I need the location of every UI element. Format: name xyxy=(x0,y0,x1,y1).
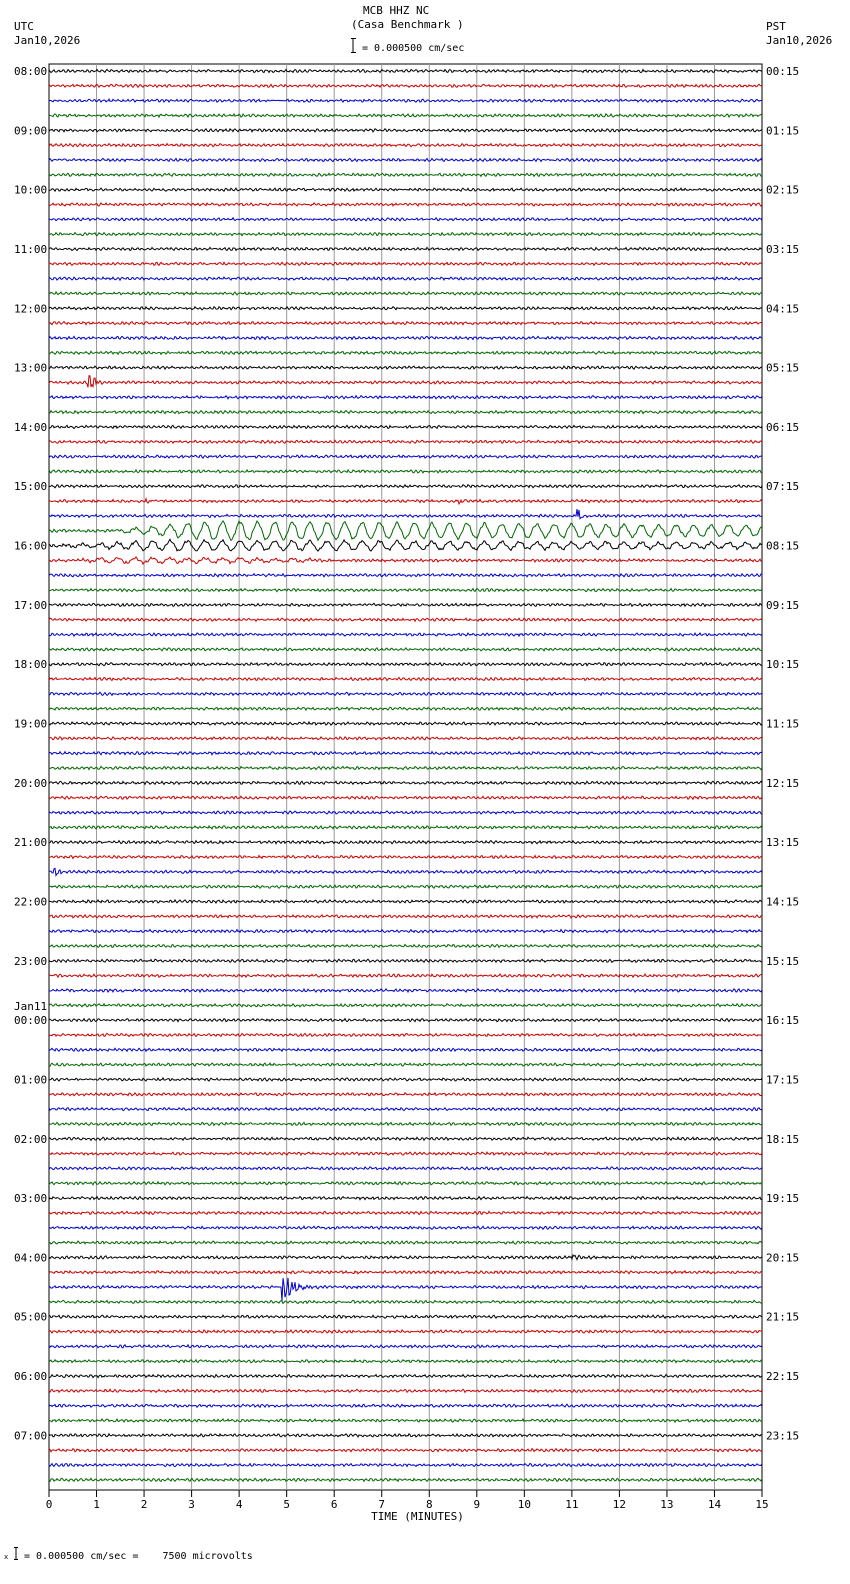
trace-78 xyxy=(49,1226,762,1229)
trace-42 xyxy=(49,692,762,695)
trace-95 xyxy=(49,1478,762,1481)
trace-69 xyxy=(49,1093,762,1096)
trace-44 xyxy=(49,722,762,725)
trace-35 xyxy=(49,589,762,592)
trace-46 xyxy=(49,752,762,755)
trace-49 xyxy=(49,796,762,799)
utc-hour-label: 10:00 xyxy=(14,183,48,197)
pst-hour-label: 14:15 xyxy=(766,895,800,909)
trace-15 xyxy=(49,292,762,295)
trace-64 xyxy=(49,1019,762,1022)
utc-hour-label: 12:00 xyxy=(14,302,48,316)
trace-62 xyxy=(49,989,762,992)
pst-hour-label: 13:15 xyxy=(766,836,800,850)
utc-hour-label: 23:00 xyxy=(14,954,48,968)
trace-83 xyxy=(49,1300,762,1303)
pst-hour-label: 11:15 xyxy=(766,717,800,731)
trace-88 xyxy=(49,1374,762,1377)
trace-72 xyxy=(49,1137,762,1140)
utc-hour-label: 19:00 xyxy=(14,717,48,731)
utc-hour-label: 04:00 xyxy=(14,1251,48,1265)
trace-91 xyxy=(49,1419,762,1422)
trace-2 xyxy=(49,99,762,102)
trace-74 xyxy=(49,1167,762,1170)
trace-9 xyxy=(49,203,762,206)
pst-hour-label: 04:15 xyxy=(766,302,800,316)
x-tick-label: 3 xyxy=(188,1498,195,1511)
trace-0 xyxy=(49,69,762,72)
trace-87 xyxy=(49,1360,762,1363)
utc-hour-label: 14:00 xyxy=(14,420,48,434)
x-tick-label: 1 xyxy=(93,1498,100,1511)
trace-58 xyxy=(49,930,762,933)
pst-hour-label: 08:15 xyxy=(766,539,800,553)
utc-hour-label: 05:00 xyxy=(14,1310,48,1324)
x-tick-label: 6 xyxy=(330,1498,338,1511)
trace-19 xyxy=(49,351,762,354)
x-tick-label: 14 xyxy=(707,1498,722,1511)
utc-hour-label: 20:00 xyxy=(14,776,48,790)
trace-31 xyxy=(49,521,762,541)
pst-hour-label: 02:15 xyxy=(766,183,800,197)
trace-3 xyxy=(49,114,762,117)
utc-hour-label: 09:00 xyxy=(14,124,48,138)
trace-53 xyxy=(49,855,762,858)
x-tick-label: 7 xyxy=(378,1498,386,1511)
trace-39 xyxy=(49,648,762,651)
utc-hour-label: 03:00 xyxy=(14,1192,48,1206)
utc-hour-label: 22:00 xyxy=(14,895,48,909)
trace-92 xyxy=(49,1434,762,1437)
utc-hour-label: 08:00 xyxy=(14,65,48,78)
trace-75 xyxy=(49,1182,762,1185)
x-tick-label: 4 xyxy=(235,1498,243,1511)
trace-47 xyxy=(49,766,762,769)
trace-17 xyxy=(49,322,762,325)
trace-34 xyxy=(49,574,762,577)
station-title: MCB HHZ NC xyxy=(363,4,430,17)
trace-25 xyxy=(49,440,762,443)
trace-22 xyxy=(49,396,762,399)
trace-71 xyxy=(49,1122,762,1125)
trace-89 xyxy=(49,1389,762,1392)
trace-32 xyxy=(49,539,762,551)
x-tick-label: 2 xyxy=(140,1498,148,1511)
utc-hour-label: 13:00 xyxy=(14,361,48,375)
trace-79 xyxy=(49,1241,762,1244)
trace-81 xyxy=(49,1271,762,1274)
trace-86 xyxy=(49,1345,762,1348)
trace-23 xyxy=(49,411,762,414)
pst-hour-label: 10:15 xyxy=(766,658,800,672)
pst-hour-label: 15:15 xyxy=(766,954,800,968)
trace-60 xyxy=(49,959,762,962)
pst-hour-label: 20:15 xyxy=(766,1251,800,1265)
x-tick-label: 0 xyxy=(45,1498,53,1511)
pst-hour-label: 09:15 xyxy=(766,598,800,612)
pst-hour-label: 07:15 xyxy=(766,480,800,494)
trace-73 xyxy=(49,1152,762,1155)
trace-27 xyxy=(49,470,762,473)
x-tick-label: 10 xyxy=(517,1498,531,1511)
pst-hour-label: 19:15 xyxy=(766,1192,800,1206)
trace-20 xyxy=(49,366,762,369)
trace-12 xyxy=(49,247,762,250)
x-tick-label: 13 xyxy=(660,1498,674,1511)
pst-hour-label: 23:15 xyxy=(766,1429,800,1443)
trace-18 xyxy=(49,336,762,339)
trace-10 xyxy=(49,218,762,221)
utc-hour-label: 16:00 xyxy=(14,539,48,553)
trace-4 xyxy=(49,129,762,132)
trace-67 xyxy=(49,1063,762,1066)
trace-52 xyxy=(49,841,762,844)
site-name: (Casa Benchmark ) xyxy=(351,18,464,31)
trace-90 xyxy=(49,1404,762,1407)
trace-84 xyxy=(49,1315,762,1318)
pst-date: Jan10,2026 xyxy=(766,34,833,47)
trace-37 xyxy=(49,618,762,621)
utc-hour-label: 21:00 xyxy=(14,836,48,850)
trace-5 xyxy=(49,144,762,147)
utc-date: Jan10,2026 xyxy=(14,34,81,47)
x-tick-label: 15 xyxy=(755,1498,769,1511)
pst-hour-label: 01:15 xyxy=(766,124,800,138)
trace-93 xyxy=(49,1449,762,1452)
trace-80 xyxy=(49,1255,762,1260)
trace-51 xyxy=(49,826,762,829)
trace-24 xyxy=(49,425,762,428)
utc-hour-label: 18:00 xyxy=(14,658,48,672)
trace-85 xyxy=(49,1330,762,1333)
trace-68 xyxy=(49,1078,762,1081)
pst-hour-label: 03:15 xyxy=(766,242,800,256)
trace-43 xyxy=(49,707,762,710)
pst-hour-label: 00:15 xyxy=(766,65,800,78)
trace-54 xyxy=(49,868,762,875)
trace-61 xyxy=(49,974,762,977)
trace-8 xyxy=(49,188,762,191)
trace-57 xyxy=(49,915,762,918)
pst-hour-label: 22:15 xyxy=(766,1370,800,1384)
utc-hour-label: 06:00 xyxy=(14,1370,48,1384)
trace-28 xyxy=(49,485,762,488)
trace-40 xyxy=(49,663,762,666)
trace-94 xyxy=(49,1463,762,1466)
trace-26 xyxy=(49,455,762,458)
pst-hour-label: 05:15 xyxy=(766,361,800,375)
trace-21 xyxy=(49,376,762,388)
trace-65 xyxy=(49,1033,762,1036)
trace-55 xyxy=(49,885,762,888)
scale-label: = 0.000500 cm/sec xyxy=(362,43,465,54)
trace-77 xyxy=(49,1211,762,1214)
trace-1 xyxy=(49,84,762,87)
trace-50 xyxy=(49,811,762,814)
x-tick-label: 9 xyxy=(473,1498,481,1511)
utc-hour-label: 17:00 xyxy=(14,598,48,612)
svg-text:x: x xyxy=(4,1553,9,1561)
pst-hour-label: 12:15 xyxy=(766,776,800,790)
trace-36 xyxy=(49,603,762,606)
trace-70 xyxy=(49,1108,762,1111)
trace-48 xyxy=(49,781,762,784)
trace-76 xyxy=(49,1197,762,1200)
utc-hour-label: 11:00 xyxy=(14,242,48,256)
trace-11 xyxy=(49,233,762,236)
utc-hour-label: 02:00 xyxy=(14,1132,48,1146)
trace-14 xyxy=(49,277,762,280)
trace-30 xyxy=(49,509,762,519)
trace-66 xyxy=(49,1048,762,1051)
x-tick-label: 12 xyxy=(612,1498,627,1511)
pst-label: PST xyxy=(766,20,786,33)
pst-hour-label: 17:15 xyxy=(766,1073,800,1087)
trace-63 xyxy=(49,1004,762,1007)
x-tick-label: 11 xyxy=(565,1498,579,1511)
footer-scale-icon xyxy=(4,1546,20,1562)
trace-6 xyxy=(49,158,762,161)
x-tick-label: 5 xyxy=(283,1498,290,1511)
x-tick-label: 8 xyxy=(425,1498,433,1511)
trace-13 xyxy=(49,262,762,265)
date-change-label: Jan11 xyxy=(14,1000,48,1014)
x-axis-label: TIME (MINUTES) xyxy=(371,1510,464,1523)
utc-label: UTC xyxy=(14,20,34,33)
pst-hour-label: 16:15 xyxy=(766,1014,800,1028)
trace-38 xyxy=(49,633,762,636)
trace-45 xyxy=(49,737,762,740)
trace-16 xyxy=(49,307,762,310)
trace-82 xyxy=(49,1278,762,1301)
pst-hour-label: 06:15 xyxy=(766,420,800,434)
trace-41 xyxy=(49,677,762,680)
pst-hour-label: 18:15 xyxy=(766,1132,800,1146)
pst-hour-label: 21:15 xyxy=(766,1310,800,1324)
trace-59 xyxy=(49,944,762,947)
trace-33 xyxy=(49,557,762,564)
utc-hour-label: 00:00 xyxy=(14,1014,48,1028)
trace-29 xyxy=(49,499,762,504)
utc-hour-label: 07:00 xyxy=(14,1429,48,1443)
utc-hour-label: 01:00 xyxy=(14,1073,48,1087)
trace-7 xyxy=(49,173,762,176)
trace-56 xyxy=(49,900,762,903)
footer-scale-note: = 0.000500 cm/sec = 7500 microvolts xyxy=(24,1551,253,1562)
utc-hour-label: 15:00 xyxy=(14,480,48,494)
